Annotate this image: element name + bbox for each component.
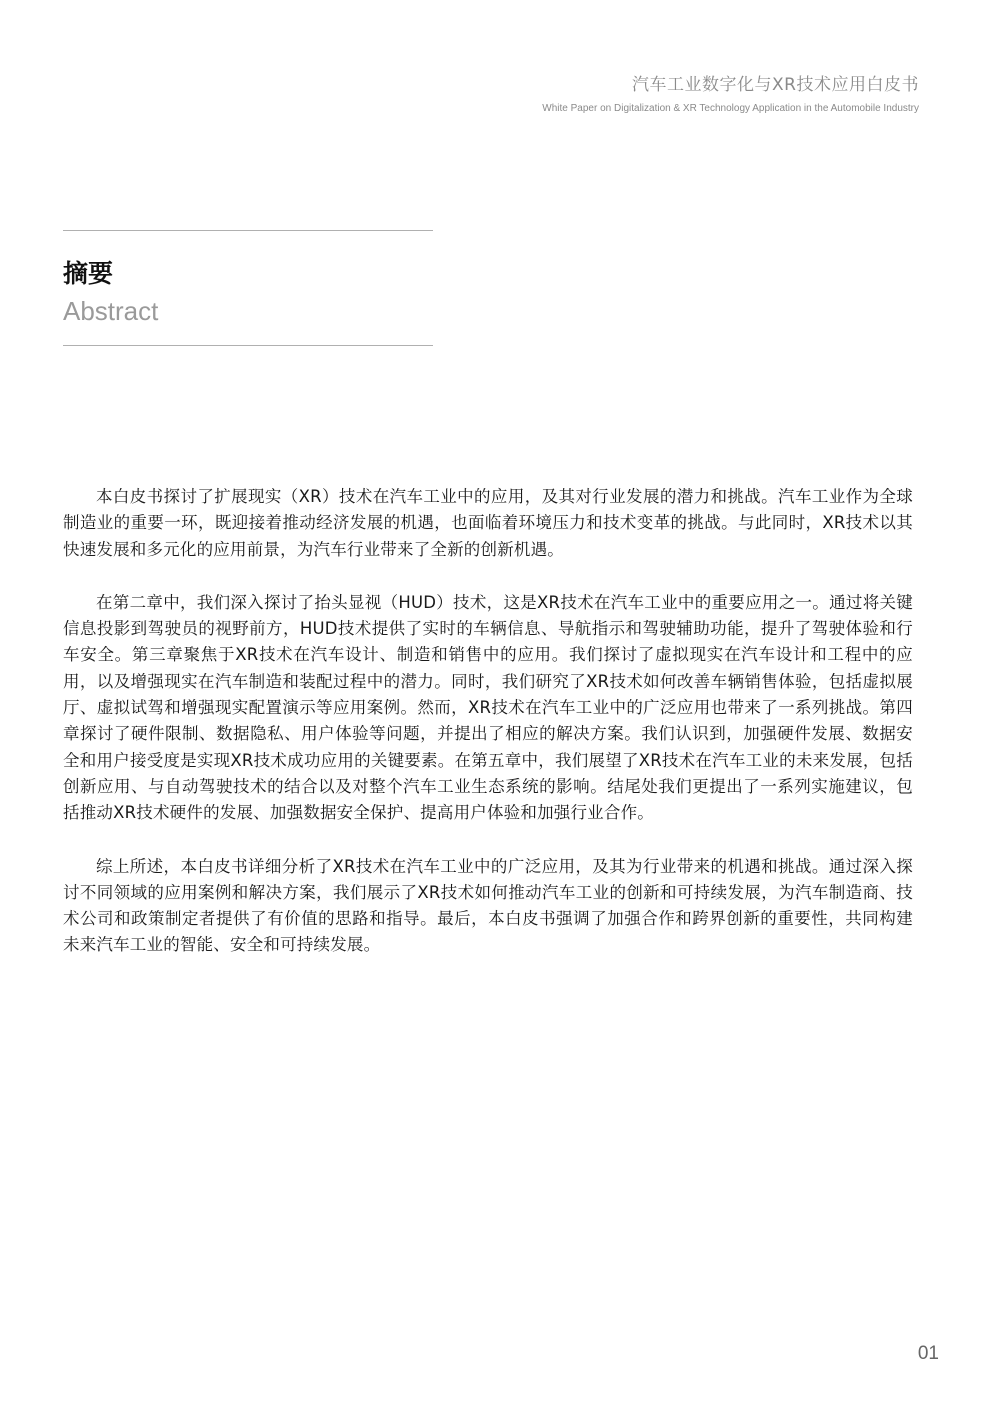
section-heading	[63, 258, 158, 327]
paragraph: 本白皮书探讨了扩展现实（XR）技术在汽车工业中的应用，及其对行业发展的潜力和挑战。汽车工业作为全球制造业的重要一环，既迎接着推动经济发展的机遇，也面临着环境压力和技术变革的挑战。与此同时，XR技术以其快速发展和多元化的应用前景，为汽车行业带来了全新的创新机遇。	[63, 487, 913, 559]
document-title: 汽车工业数字化与XR技术应用白皮书	[632, 75, 919, 95]
running-header	[499, 74, 919, 117]
page-number: 01	[917, 1343, 939, 1364]
section-title-en: Abstract	[63, 296, 159, 326]
section-title-zh: 摘要	[63, 259, 114, 288]
heading-top-divider	[63, 230, 433, 231]
abstract-body	[63, 484, 913, 986]
paragraph: 综上所述，本白皮书详细分析了XR技术在汽车工业中的广泛应用，及其为行业带来的机遇和挑战。通过深入探讨不同领域的应用案例和解决方案，我们展示了XR技术如何推动汽车工业的创新和可持续发展，为汽车制造商、技术公司和政策制定者提供了有价值的思路和指导。最后，本白皮书强调了加强合作和跨界创新的重要性，共同构建未来汽车工业的智能、安全和可持续发展。	[63, 856, 913, 955]
paragraph: 在第二章中，我们深入探讨了抬头显视（HUD）技术，这是XR技术在汽车工业中的重要应用之一。通过将关键信息投影到驾驶员的视野前方，HUD技术提供了实时的车辆信息、导航指示和驾驶辅助功能，提升了驾驶体验和行车安全。第三章聚焦于XR技术在汽车设计、制造和销售中的应用。我们探讨了虚拟现实在汽车设计和工程中的应用，以及增强现实在汽车制造和装配过程中的潜力。同时，我们研究了XR技术如何改善车辆销售体验，包括虚拟展厅、虚拟试驾和增强现实配置演示等应用案例。然而，XR技术在汽车工业中的广泛应用也带来了一系列挑战。第四章探讨了硬件限制、数据隐私、用户体验等问题，并提出了相应的解决方案。我们认识到，加强硬件发展、数据安全和用户接受度是实现XR技术成功应用的关键要素。在第五章中，我们展望了XR技术在汽车工业的未来发展，包括创新应用、与自动驾驶技术的结合以及对整个汽车工业生态系统的影响。结尾处我们更提出了一系列实施建议，包括推动XR技术硬件的发展、加强数据安全保护、提高用户体验和加强行业合作。	[63, 592, 913, 823]
document-subtitle: White Paper on Digitalization & XR Technology Application in the Automobile Industry	[542, 103, 919, 114]
heading-bottom-divider	[63, 345, 433, 346]
